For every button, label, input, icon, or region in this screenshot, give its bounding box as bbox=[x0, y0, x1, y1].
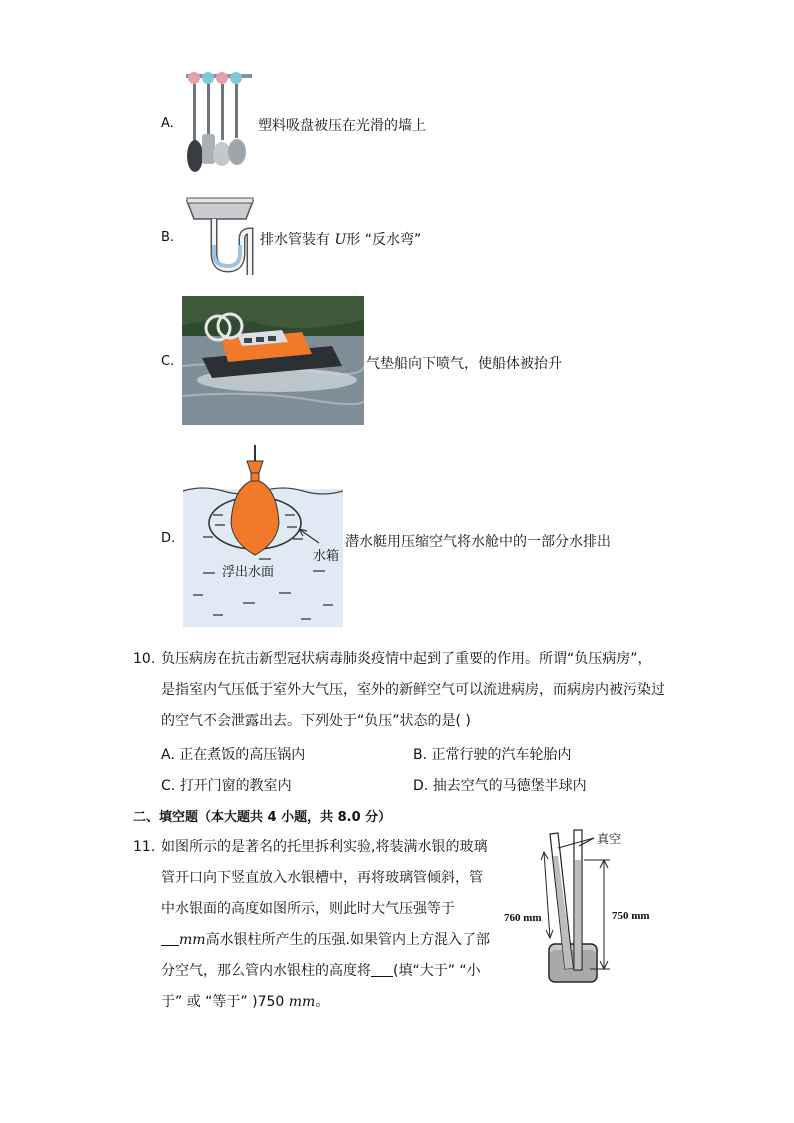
q10-line-3: 的空气不会泄露出去。下列处于“负压”状态的是( ) bbox=[161, 713, 471, 729]
option-a-letter: A. bbox=[161, 116, 174, 131]
submarine-surface-label: 浮出水面 bbox=[222, 565, 275, 580]
q11-line-5: 分空气，那么管内水银柱的高度将 (填“大于” “小 bbox=[161, 963, 481, 979]
q11-number: 11. bbox=[133, 839, 156, 855]
option-d-text: 潜水艇用压缩空气将水舱中的一部分水排出 bbox=[345, 534, 611, 550]
diagram-760-label: 760 mm bbox=[504, 912, 542, 924]
sink-u-trap-icon bbox=[184, 195, 256, 277]
q10-choice-a[interactable]: A. 正在煮饭的高压锅内 bbox=[161, 747, 306, 763]
q11-stem bbox=[161, 832, 490, 1018]
option-d-letter: D. bbox=[161, 531, 176, 546]
q11-line-2: 管开口向下竖直放入水银槽中，再将玻璃管倾斜，管 bbox=[161, 870, 483, 886]
q11-line-3: 中水银面的高度如图所示，则此时大气压强等于 bbox=[161, 901, 455, 917]
option-c-text: 气垫船向下喷气，使船体被抬升 bbox=[366, 356, 562, 372]
diagram-vacuum-label: 真空 bbox=[597, 832, 622, 846]
option-c-letter: C. bbox=[161, 354, 175, 369]
q11-blank-1[interactable] bbox=[161, 931, 179, 946]
q11-line-6: 于” 或 “等于” )750 mm。 bbox=[161, 994, 330, 1010]
option-b-text: 排水管装有 U形 “反水弯” bbox=[260, 232, 422, 248]
section-2-title: 二、填空题（本大题共 4 小题，共 8.0 分） bbox=[133, 810, 392, 825]
hovercraft-photo-icon bbox=[182, 296, 364, 425]
q10-number: 10. bbox=[133, 651, 156, 667]
q11-line-4: mm高水银柱所产生的压强.如果管内上方混入了部 bbox=[161, 925, 490, 956]
option-b-letter: B. bbox=[161, 230, 175, 245]
q11-blank-2[interactable] bbox=[371, 962, 393, 977]
diagram-750-label: 750 mm bbox=[612, 910, 650, 922]
option-a-text: 塑料吸盘被压在光滑的墙上 bbox=[258, 118, 426, 134]
submarine-diagram-icon bbox=[183, 443, 343, 627]
q10-choice-d[interactable]: D. 抽去空气的马德堡半球内 bbox=[413, 778, 587, 794]
q10-stem bbox=[161, 644, 665, 737]
torricelli-diagram bbox=[500, 826, 660, 986]
q11-line-1: 如图所示的是著名的托里拆利实验,将装满水银的玻璃 bbox=[161, 839, 488, 855]
q10-line-1: 负压病房在抗击新型冠状病毒肺炎疫情中起到了重要的作用。所谓“负压病房”， bbox=[161, 651, 652, 667]
q10-choice-b[interactable]: B. 正常行驶的汽车轮胎内 bbox=[413, 747, 572, 763]
kitchen-utensils-icon bbox=[184, 68, 254, 176]
q10-choice-c[interactable]: C. 打开门窗的教室内 bbox=[161, 778, 292, 794]
submarine-tank-label: 水箱 bbox=[313, 549, 340, 564]
q10-line-2: 是指室内气压低于室外大气压，室外的新鲜空气可以流进病房，而病房内被污染过 bbox=[161, 682, 665, 698]
